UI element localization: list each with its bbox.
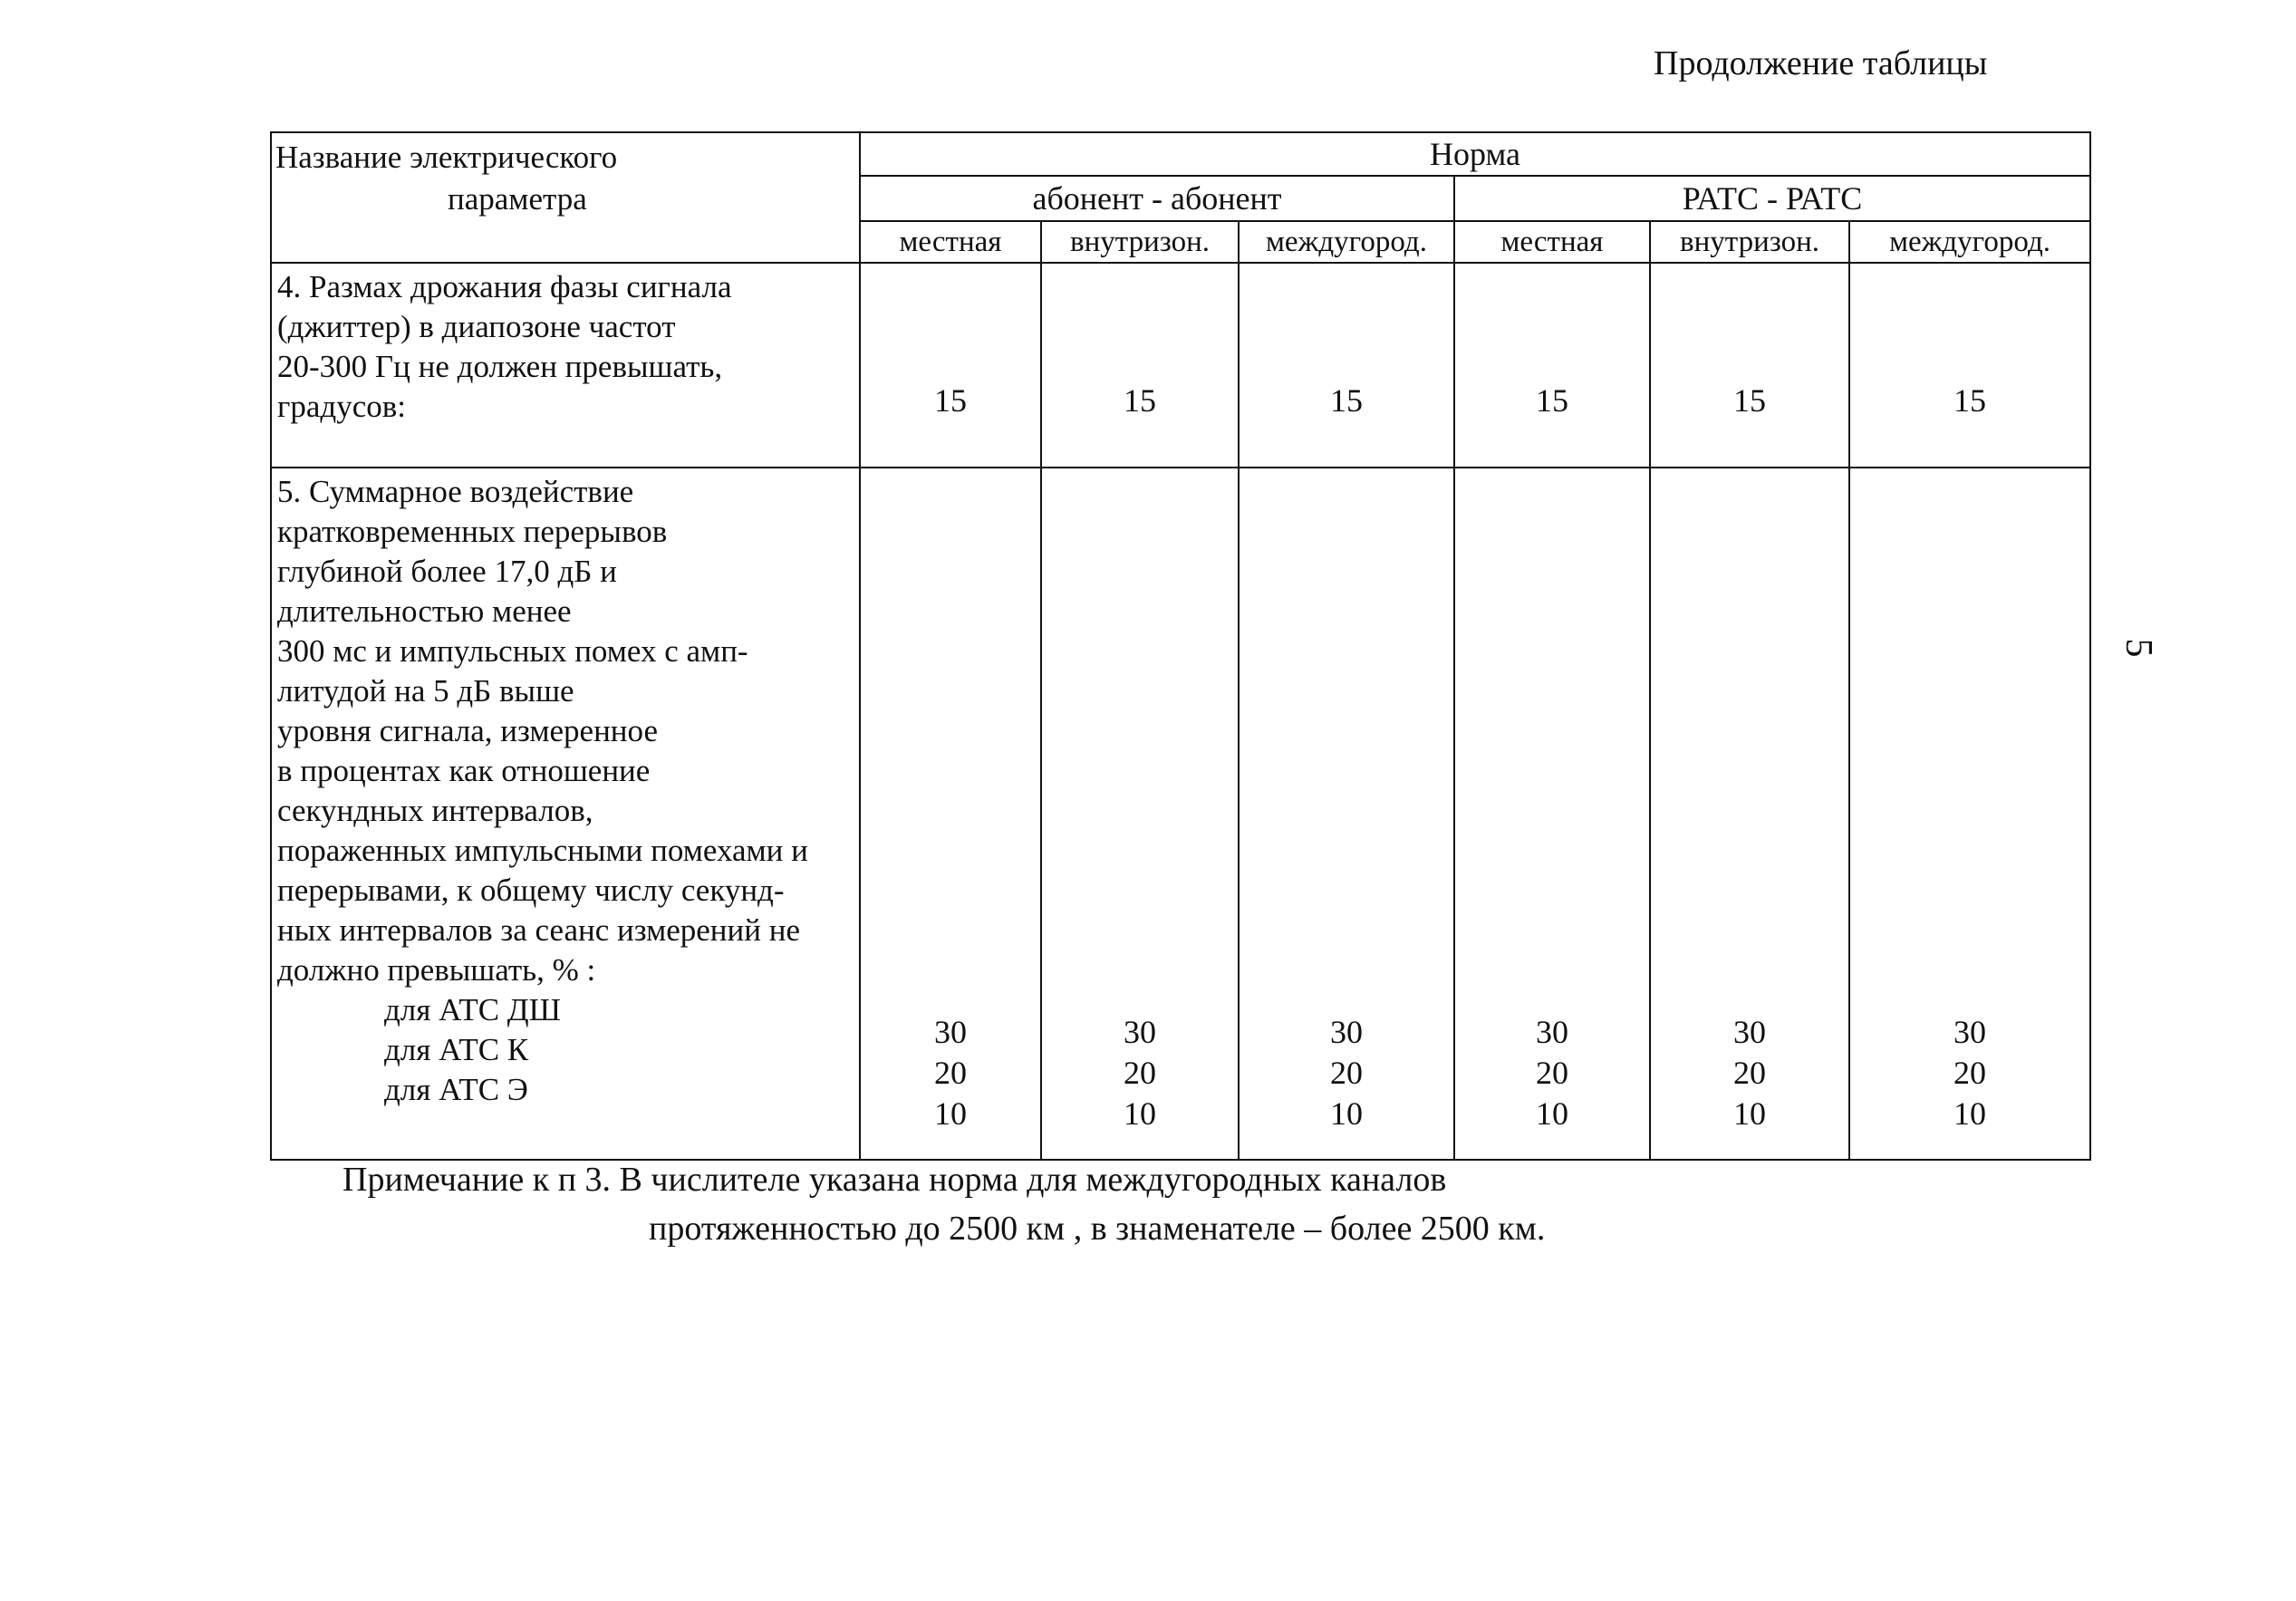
value: 30 bbox=[1536, 1014, 1568, 1050]
value: 10 bbox=[1954, 1095, 1987, 1132]
value-cell bbox=[1454, 468, 1650, 1160]
parameter-text-line: уровня сигнала, измеренное bbox=[277, 713, 658, 748]
parameter-text-line: градусов: bbox=[277, 389, 406, 424]
parameter-text-line: литудой на 5 дБ выше bbox=[277, 673, 574, 709]
value: 10 bbox=[934, 1095, 967, 1132]
value-cell: 15 bbox=[1650, 263, 1849, 468]
value-cell: 15 bbox=[1041, 263, 1239, 468]
sub-item-label: для АТС Э bbox=[384, 1072, 528, 1107]
parameter-name-header-line1: Название электрического bbox=[275, 140, 618, 175]
value-cell bbox=[1239, 468, 1454, 1160]
parameter-text-line: должно превышать, % : bbox=[277, 952, 596, 988]
group-header-subscriber: абонент - абонент bbox=[860, 176, 1454, 221]
parameter-text-line: ных интервалов за сеанс измерений не bbox=[277, 912, 801, 948]
value: 30 bbox=[934, 1014, 967, 1050]
footnote-line1: Примечание к п 3. В числителе указана норма для междугородных каналов bbox=[342, 1161, 1447, 1199]
value-cell bbox=[1041, 468, 1239, 1160]
parameter-cell bbox=[271, 468, 860, 1160]
value: 20 bbox=[1733, 1055, 1766, 1091]
value: 10 bbox=[1733, 1095, 1766, 1132]
parameter-text-line: перерывами, к общему числу секунд- bbox=[277, 873, 785, 908]
value: 30 bbox=[1733, 1014, 1766, 1050]
parameter-name-header bbox=[271, 132, 860, 263]
value: 20 bbox=[1330, 1055, 1363, 1091]
continuation-label: Продолжение таблицы bbox=[1654, 44, 1988, 82]
value: 20 bbox=[1954, 1055, 1987, 1091]
value: 30 bbox=[1954, 1014, 1987, 1050]
parameter-text-line: пораженных импульсными помехами и bbox=[277, 833, 808, 868]
group-header-rats: РАТС - РАТС bbox=[1454, 176, 2090, 221]
parameter-text-line: кратковременных перерывов bbox=[277, 514, 668, 549]
value: 20 bbox=[1536, 1055, 1568, 1091]
parameter-text-line: 5. Суммарное воздействие bbox=[277, 474, 634, 509]
value-cell: 15 bbox=[860, 263, 1041, 468]
sub-item-label: для АТС ДШ bbox=[384, 992, 561, 1027]
value: 10 bbox=[1536, 1095, 1568, 1132]
table-row-jitter bbox=[271, 263, 2090, 468]
value-cell: 15 bbox=[1849, 263, 2090, 468]
value-cell bbox=[1650, 468, 1849, 1160]
value: 30 bbox=[1330, 1014, 1363, 1050]
value: 30 bbox=[1124, 1014, 1156, 1050]
parameter-text-line: глубиной более 17,0 дБ и bbox=[277, 554, 617, 589]
value: 20 bbox=[934, 1055, 967, 1091]
footnote-line2: протяженностью до 2500 км , в знаменателе – более 2500 км. bbox=[649, 1210, 1546, 1248]
parameter-text-line: в процентах как отношение bbox=[277, 753, 651, 788]
value: 20 bbox=[1124, 1055, 1156, 1091]
subcolumn-header: местная bbox=[1454, 221, 1650, 263]
parameter-text-line: (джиттер) в диапозоне частот bbox=[277, 309, 676, 344]
value-cell: 15 bbox=[1454, 263, 1650, 468]
value-cell bbox=[860, 468, 1041, 1160]
page-number: 5 bbox=[2118, 638, 2159, 658]
value: 10 bbox=[1124, 1095, 1156, 1132]
value-cell bbox=[1849, 468, 2090, 1160]
subcolumn-header: междугород. bbox=[1239, 221, 1454, 263]
parameter-cell bbox=[271, 263, 860, 468]
subcolumn-header: внутризон. bbox=[1041, 221, 1239, 263]
value-cell: 15 bbox=[1239, 263, 1454, 468]
parameters-table bbox=[270, 131, 2091, 1161]
subcolumn-header: местная bbox=[860, 221, 1041, 263]
parameter-text-line: секундных интервалов, bbox=[277, 793, 593, 828]
parameter-text-line: длительностью менее bbox=[277, 593, 572, 629]
subcolumn-header: внутризон. bbox=[1650, 221, 1849, 263]
parameter-text-line: 300 мс и импульсных помех с амп- bbox=[277, 633, 748, 669]
value: 10 bbox=[1330, 1095, 1363, 1132]
sub-item-label: для АТС К bbox=[384, 1032, 529, 1067]
table-row-interruptions bbox=[271, 468, 2090, 1160]
parameter-name-header-line2: параметра bbox=[448, 181, 587, 217]
parameter-text-line: 4. Размах дрожания фазы сигнала bbox=[277, 269, 732, 304]
parameter-text-line: 20-300 Гц не должен превышать, bbox=[277, 349, 723, 384]
subcolumn-header: междугород. bbox=[1849, 221, 2090, 263]
norm-header: Норма bbox=[860, 132, 2090, 176]
